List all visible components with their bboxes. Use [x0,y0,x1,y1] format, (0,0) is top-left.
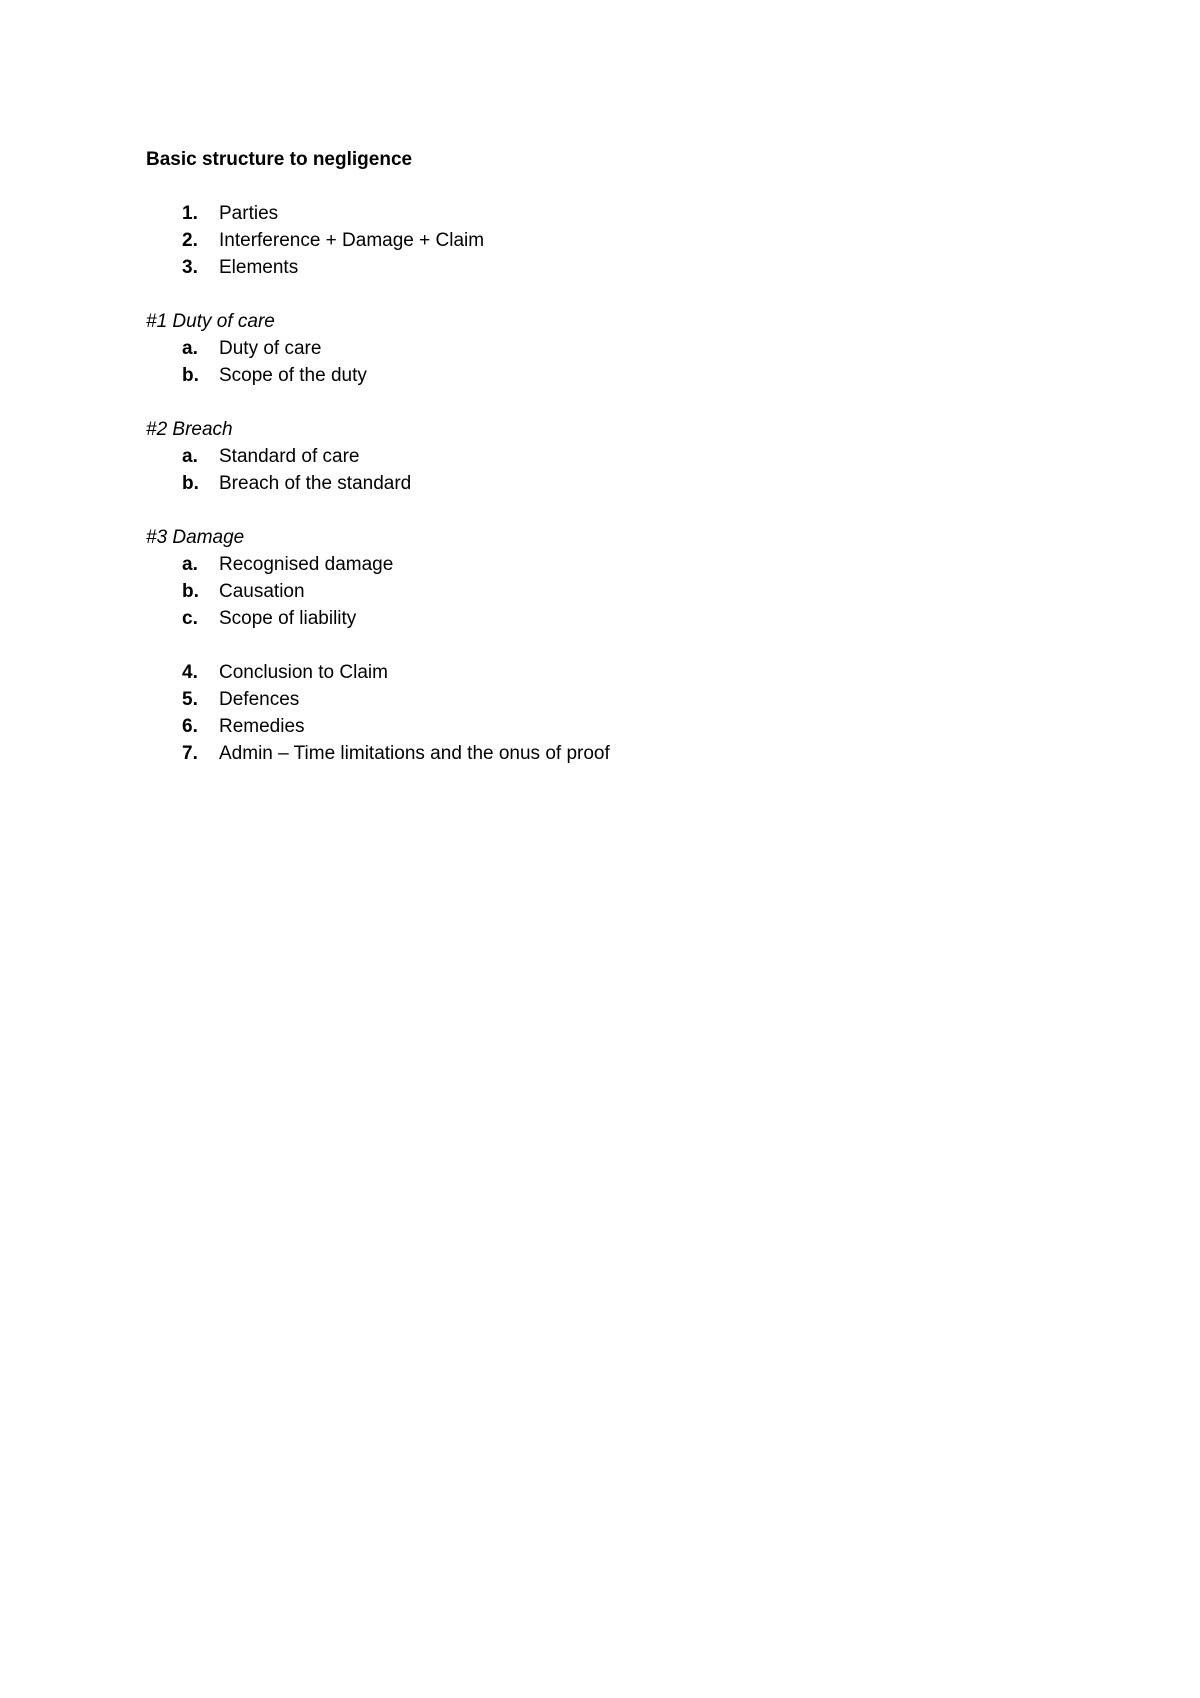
section-list-damage [146,551,1046,632]
document-title: Basic structure to negligence [146,149,413,170]
list-item-text: Duty of care [219,338,322,359]
list-marker: b. [182,581,199,602]
spacer [146,632,1046,659]
list-item [146,740,1046,767]
closing-list [146,659,1046,767]
section-list-breach [146,443,1046,497]
list-item-text: Elements [219,257,299,278]
list-item [146,470,1046,497]
list-marker: 1. [182,203,198,224]
section-heading-damage: #3 Damage [146,527,245,548]
list-item-text: Scope of liability [219,608,357,629]
list-item-text: Admin – Time limitations and the onus of proof [219,743,610,764]
section-heading-breach: #2 Breach [146,419,233,440]
list-item-text: Interference + Damage + Claim [219,230,485,251]
list-item-text: Recognised damage [219,554,394,575]
list-item [146,227,1046,254]
list-marker: a. [182,338,198,359]
list-marker: 5. [182,689,198,710]
list-item [146,335,1046,362]
list-marker: 3. [182,257,198,278]
list-item [146,254,1046,281]
list-marker: b. [182,365,199,386]
list-marker: 2. [182,230,198,251]
list-item [146,362,1046,389]
list-marker: c. [182,608,198,629]
list-item-text: Causation [219,581,305,602]
list-item-text: Parties [219,203,279,224]
list-item [146,713,1046,740]
list-item [146,578,1046,605]
section-list-duty-of-care [146,335,1046,389]
list-item-text: Remedies [219,716,305,737]
list-marker: a. [182,446,198,467]
list-item-text: Scope of the duty [219,365,367,386]
list-item-text: Standard of care [219,446,360,467]
list-item-text: Breach of the standard [219,473,412,494]
list-marker: 6. [182,716,198,737]
list-item [146,551,1046,578]
list-marker: 7. [182,743,198,764]
list-marker: a. [182,554,198,575]
list-item [146,200,1046,227]
list-item-text: Defences [219,689,300,710]
list-marker: 4. [182,662,198,683]
list-marker: b. [182,473,199,494]
section-heading-duty-of-care: #1 Duty of care [146,311,275,332]
list-item-text: Conclusion to Claim [219,662,388,683]
intro-list [146,200,1046,281]
list-item [146,659,1046,686]
document-content [146,146,1046,767]
list-item [146,686,1046,713]
list-item [146,605,1046,632]
list-item [146,443,1046,470]
